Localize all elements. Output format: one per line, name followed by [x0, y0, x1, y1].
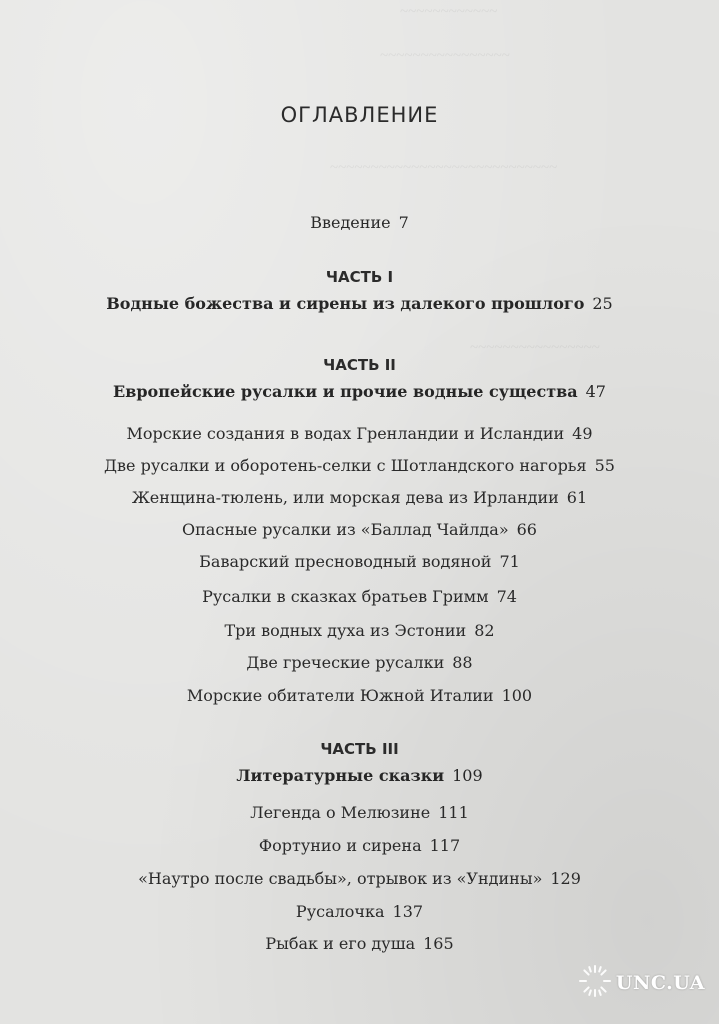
entry-label: Введение: [310, 213, 391, 232]
entry-label: Баварский пресноводный водяной: [199, 552, 492, 571]
entry-label: Легенда о Мелюзине: [250, 803, 431, 822]
toc-entry[interactable]: [0, 621, 719, 640]
toc-entry[interactable]: [0, 587, 719, 606]
entry-page-number: 61: [566, 488, 588, 507]
entry-page-number: 55: [594, 456, 615, 475]
part-1-title[interactable]: [0, 294, 719, 313]
bleed-through-text: ~~~~~~~~~~~~~~~~~~~~~~~~~~~~: [330, 160, 558, 176]
entry-page-number: 66: [516, 520, 537, 539]
toc-entry[interactable]: [0, 456, 719, 475]
toc-entry[interactable]: [0, 653, 719, 672]
toc-title: ОГЛАВЛЕНИЕ: [280, 103, 439, 127]
entry-page-number: 100: [501, 686, 533, 705]
entry-label: Морские создания в водах Гренландии и Исландии: [126, 424, 565, 443]
entry-page-number: 129: [550, 869, 581, 888]
part-2-label: ЧАСТЬ II: [323, 356, 396, 374]
entry-page-number: 165: [423, 934, 454, 953]
part-2-title[interactable]: [0, 382, 719, 401]
entry-page-number: 7: [398, 213, 409, 232]
entry-label: Фортунио и сирена: [258, 836, 422, 855]
part-page-number: 109: [452, 766, 483, 785]
entry-label: Две русалки и оборотень-селки с Шотландского нагорья: [104, 456, 587, 475]
entry-page-number: 71: [499, 552, 520, 571]
entry-label: «Наутро после свадьбы», отрывок из «Ундины»: [138, 869, 543, 888]
entry-page-number: 49: [572, 424, 593, 443]
toc-entry[interactable]: [0, 836, 719, 855]
part-3-label: ЧАСТЬ III: [320, 740, 399, 758]
entry-page-number: 137: [392, 902, 424, 921]
part-title-text: Водные божества и сирены из далекого прошлого: [106, 294, 585, 313]
entry-label: Русалочка: [295, 902, 385, 921]
part-1-label: ЧАСТЬ I: [325, 268, 394, 286]
watermark: [578, 964, 705, 1002]
toc-entry[interactable]: [0, 488, 719, 507]
toc-entry[interactable]: [0, 424, 719, 443]
entry-label: Три водных духа из Эстонии: [224, 621, 467, 640]
toc-entry[interactable]: [0, 902, 719, 921]
bleed-through-text: ~~~~~~~~~~~~~~~~: [470, 340, 600, 356]
bleed-through-text: ~~~~~~~~~~~~: [400, 4, 498, 20]
entry-label: Рыбак и его душа: [265, 934, 416, 953]
entry-page-number: 82: [474, 621, 495, 640]
entry-page-number: 117: [429, 836, 461, 855]
toc-entry[interactable]: [0, 803, 719, 822]
toc-entry[interactable]: [0, 869, 719, 888]
entry-label: Морские обитатели Южной Италии: [186, 686, 494, 705]
entry-label: Две греческие русалки: [246, 653, 445, 672]
part-page-number: 47: [585, 382, 606, 401]
toc-entry[interactable]: [0, 934, 719, 953]
entry-page-number: 88: [452, 653, 473, 672]
part-page-number: 25: [592, 294, 613, 313]
entry-label: Женщина-тюлень, или морская дева из Ирландии: [131, 488, 559, 507]
toc-entry[interactable]: [0, 552, 719, 571]
watermark-text: UNC.UA: [615, 972, 705, 994]
part-title-text: Литературные сказки: [236, 766, 445, 785]
bleed-through-text: ~~~~~~~~~~~~~~~~: [380, 48, 510, 64]
entry-label: Опасные русалки из «Баллад Чайлда»: [182, 520, 509, 539]
entry-page-number: 111: [438, 803, 469, 822]
entry-page-number: 74: [496, 587, 517, 606]
part-3-title[interactable]: [0, 766, 719, 785]
toc-entry[interactable]: [0, 520, 719, 539]
sun-burst-icon: [578, 964, 612, 1002]
part-title-text: Европейские русалки и прочие водные существа: [113, 382, 578, 401]
toc-entry[interactable]: [0, 686, 719, 705]
toc-entry-intro[interactable]: [0, 213, 719, 232]
entry-label: Русалки в сказках братьев Гримм: [202, 587, 489, 606]
